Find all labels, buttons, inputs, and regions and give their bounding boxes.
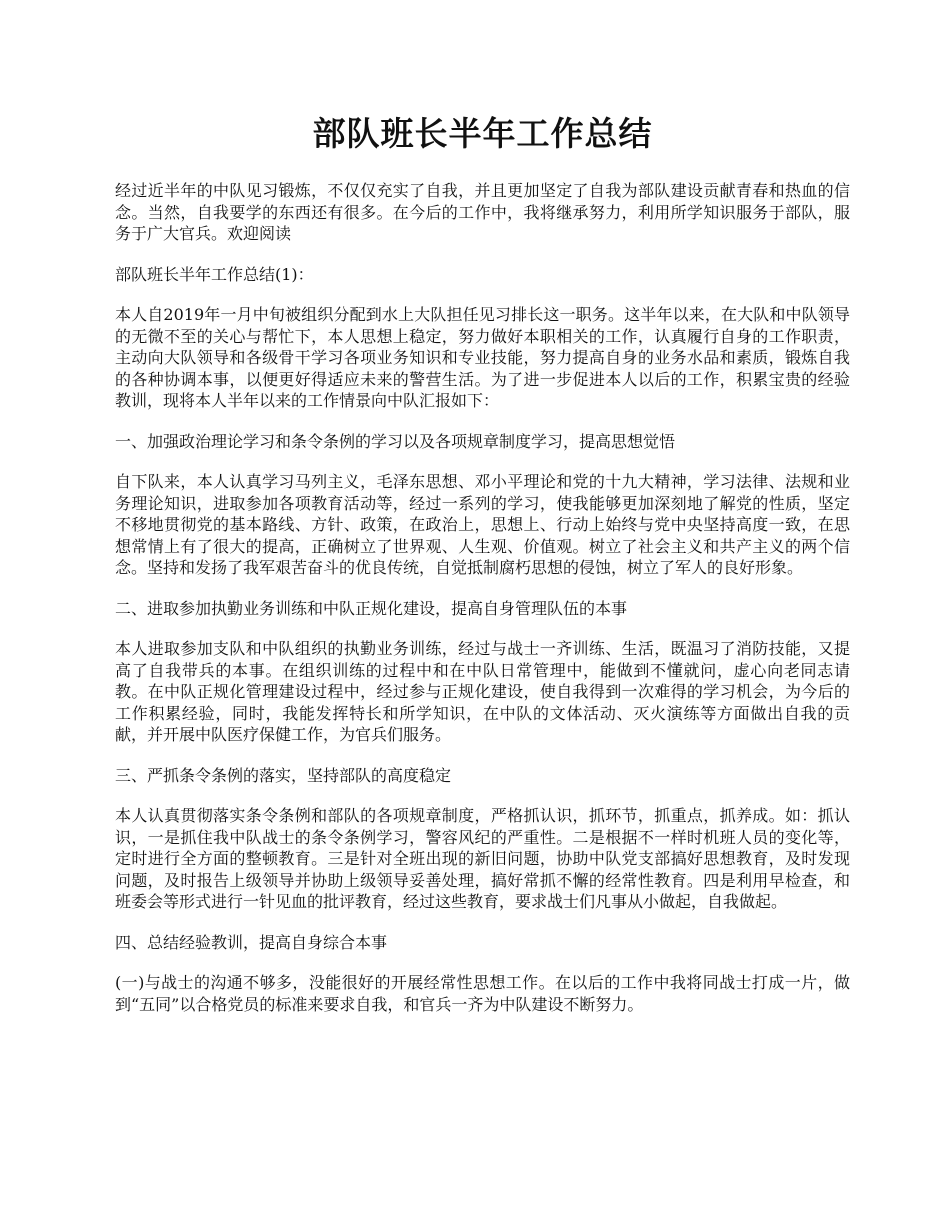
paragraph-5: (一)与战士的沟通不够多，没能很好的开展经常性思想工作。在以后的工作中我将同战士打成一片，做到“五同”以合格党员的标准来要求自我，和官兵一齐为中队建设不断努力。 — [115, 973, 850, 1014]
paragraph-1: 本人自2019年一月中旬被组织分配到水上大队担任见习排长这一职务。这半年以来，在大队和中队领导的无微不至的关心与帮忙下，本人思想上稳定，努力做好本职相关的工作，认真履行自身的工作职责，主动向大队领导和各级骨干学习各项业务知识和专业技能，努力提高自身的业务水品和素质，锻炼自我的各种协调本事，以便更好得适应未来的警营生活。为了进一步促进本人以后的工作，积累宝贵的经验教训，现将本人半年以来的工作情景向中队汇报如下： — [115, 305, 850, 410]
heading-1: 一、加强政治理论学习和条令条例的学习以及各项规章制度学习，提高思想觉悟 — [115, 431, 676, 451]
document-page — [115, 112, 850, 1034]
paragraph-4: 本人认真贯彻落实条令条例和部队的各项规章制度，严格抓认识，抓环节，抓重点，抓养成。如：抓认识，一是抓住我中队战士的条令条例学习，警容风纪的严重性。二是根据不一样时机班人员的变化等，定时进行全方面的整顿教育。三是针对全班出现的新旧问题，协助中队党支部搞好思想教育，及时发现问题，及时报告上级领导并协助上级领导妥善处理，搞好常抓不懈的经常性教育。四是利用早检查，和班委会等形式进行一针见血的批评教育，经过这些教育，要求战士们凡事从小做起，自我做起。 — [115, 806, 850, 911]
heading-3: 三、严抓条令条例的落实，坚持部队的高度稳定 — [115, 765, 452, 785]
paragraph-2: 自下队来，本人认真学习马列主义，毛泽东思想、邓小平理论和党的十九大精神，学习法律、法规和业务理论知识，进取参加各项教育活动等，经过一系列的学习，使我能够更加深刻地了解党的性质，坚定不移地贯彻党的基本路线、方针、政策，在政治上，思想上、行动上始终与党中央坚持高度一致，在思想常情上有了很大的提高，正确树立了世界观、人生观、价值观。树立了社会主义和共产主义的两个信念。坚持和发扬了我军艰苦奋斗的优良传统，自觉抵制腐朽思想的侵蚀，树立了军人的良好形象。 — [115, 472, 850, 577]
intro-paragraph: 经过近半年的中队见习锻炼，不仅仅充实了自我，并且更加坚定了自我为部队建设贡献青春和热血的信念。当然，自我要学的东西还有很多。在今后的工作中，我将继承努力，利用所学知识服务于部队，服务于广大官兵。欢迎阅读 — [115, 181, 850, 243]
heading-4: 四、总结经验教训，提高自身综合本事 — [115, 932, 388, 952]
document-title: 部队班长半年工作总结 — [312, 114, 653, 153]
section-subtitle: 部队班长半年工作总结(1)： — [115, 264, 314, 284]
paragraph-3: 本人进取参加支队和中队组织的执勤业务训练，经过与战士一齐训练、生活，既温习了消防技能，又提高了自我带兵的本事。在组织训练的过程中和在中队日常管理中，能做到不懂就问，虚心向老同志请教。在中队正规化管理建设过程中，经过参与正规化建设，使自我得到一次难得的学习机会，为今后的工作积累经验，同时，我能发挥特长和所学知识，在中队的文体活动、灭火演练等方面做出自我的贡献，并开展中队医疗保健工作，为官兵们服务。 — [115, 639, 850, 744]
heading-2: 二、进取参加执勤业务训练和中队正规化建设，提高自身管理队伍的本事 — [115, 598, 628, 618]
